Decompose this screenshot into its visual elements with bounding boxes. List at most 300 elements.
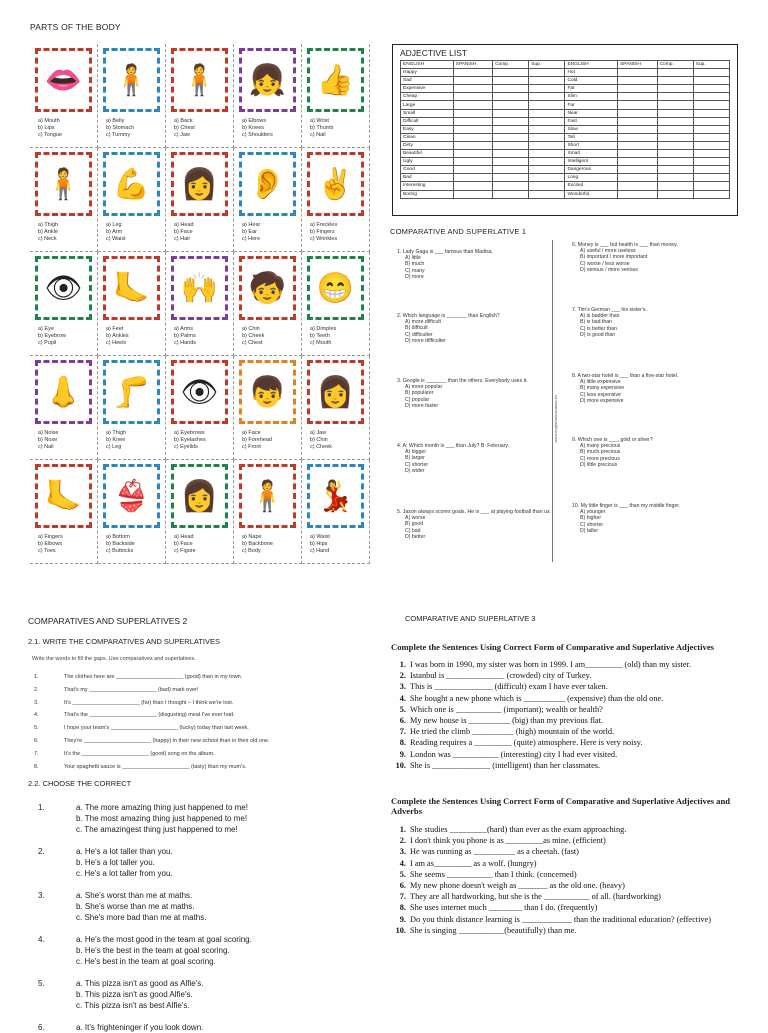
adjective-word: Beautiful: [401, 150, 454, 158]
answer-option[interactable]: C) more precious: [580, 455, 620, 462]
body-part-option: b) Ear: [242, 229, 257, 235]
choice-option[interactable]: c. He's best in the team at goal scoring.: [76, 957, 216, 966]
body-part-option: b) Knees: [242, 125, 265, 131]
body-part-picture: [239, 256, 296, 320]
body-part-icon: 💪: [112, 167, 151, 201]
answer-option[interactable]: A) useful / more useless: [580, 248, 636, 255]
quiz-question: [572, 503, 732, 534]
item-text: He was running as __________ as a cheetah. (fast): [410, 847, 579, 857]
adjective-word: Long: [565, 174, 618, 182]
item-text: Which one is ___________ (important); wealth or health?: [410, 704, 603, 714]
answer-cell: [453, 158, 492, 166]
body-part-icon: 👍: [316, 63, 355, 97]
body-part-option: a) Wrist: [310, 118, 329, 124]
item-text: She is ______________ (intelligent) than her classmates.: [410, 760, 601, 770]
adjective-table-header: Comp.: [657, 61, 693, 69]
body-part-options: [101, 222, 162, 243]
sentence-item: [388, 681, 763, 692]
answer-cell: [693, 109, 729, 117]
answer-option[interactable]: A) more popular: [405, 384, 443, 391]
answer-cell: [657, 133, 693, 141]
body-part-card: [302, 44, 370, 148]
answer-cell: [529, 190, 565, 198]
answer-cell: [693, 101, 729, 109]
answer-cell: [693, 117, 729, 125]
answer-option[interactable]: C) worse / less worse: [580, 260, 630, 267]
body-part-option: b) Lips: [38, 125, 55, 131]
body-parts-grid: [30, 44, 370, 564]
body-part-option: a) Chin: [242, 326, 260, 332]
body-part-picture: [307, 48, 364, 112]
body-part-option: c) Mouth: [310, 340, 332, 346]
body-part-picture: [103, 464, 160, 528]
item-text: My new phone doesn't weigh as _______ as the old one. (heavy): [410, 881, 625, 891]
answer-option[interactable]: A) many precious: [580, 443, 621, 450]
body-part-option: c) Neck: [38, 236, 57, 242]
choice-option[interactable]: b. He's the best in the team at goal scoring.: [76, 946, 230, 955]
answer-cell: [453, 93, 492, 101]
item-text: It's ______________________ (far) than I thought – I think we're lost.: [64, 699, 234, 706]
answer-option[interactable]: A) little: [405, 255, 421, 262]
item-number: 10.: [395, 925, 406, 935]
body-part-option: b) Eyebrow: [38, 333, 66, 339]
answer-option[interactable]: C) is better than: [580, 325, 617, 332]
question-number: 6.: [38, 1023, 45, 1032]
answer-cell: [618, 85, 657, 93]
adjective-table-row: [401, 166, 730, 174]
body-part-card: [166, 356, 234, 460]
body-part-option: c) Heels: [106, 340, 127, 346]
answer-option[interactable]: D) more: [405, 273, 424, 280]
adjective-table-header: Sup.: [529, 61, 565, 69]
body-part-option: b) Elbows: [38, 541, 63, 547]
body-part-option: a) Belly: [106, 118, 125, 124]
body-part-option: b) Palms: [174, 333, 196, 339]
adjective-word: Easy: [401, 125, 454, 133]
comp2-title: COMPARATIVES AND SUPERLATIVES 2: [28, 616, 188, 626]
body-part-option: c) Leg: [106, 444, 122, 450]
quiz-question: [397, 249, 557, 280]
body-part-picture: [171, 48, 228, 112]
body-part-picture: [171, 256, 228, 320]
answer-option[interactable]: A) more difficult: [405, 319, 441, 326]
body-part-option: a) Head: [174, 222, 194, 228]
answer-option[interactable]: C) less expensive: [580, 391, 621, 398]
answer-cell: [693, 141, 729, 149]
answer-cell: [618, 190, 657, 198]
answer-option[interactable]: C) difficulter: [405, 331, 433, 338]
choice-option[interactable]: a. It's frighteninger if you look down.: [76, 1023, 204, 1032]
body-part-picture: [307, 464, 364, 528]
item-text: She studies _________(hard) than ever as the exam approaching.: [410, 825, 627, 834]
body-part-option: c) Wrinkles: [310, 236, 338, 242]
item-number: 8.: [399, 738, 406, 748]
choice-option[interactable]: b. He's a lot taller you.: [76, 858, 155, 867]
adjective-table-header: SPANISH: [453, 61, 492, 69]
comp3-list-2: [388, 824, 748, 936]
body-part-picture: [103, 152, 160, 216]
body-part-option: c) Hands: [174, 340, 197, 346]
comp2-instructions: Write the words to fill the gaps. Use comparatives and superlatives.: [32, 656, 196, 662]
answer-cell: [618, 117, 657, 125]
item-text: It's the ______________________ (good) song on the album.: [64, 750, 215, 757]
answer-option[interactable]: A) younger: [580, 509, 606, 516]
answer-cell: [493, 158, 529, 166]
body-part-icon: 🦶: [112, 271, 151, 305]
answer-cell: [693, 150, 729, 158]
answer-option[interactable]: A) is badder than: [580, 313, 620, 320]
question-text: 9. Which one is ___, gold or silver?: [572, 437, 653, 443]
answer-option[interactable]: D) wider: [405, 467, 425, 474]
quiz-question: [397, 378, 557, 409]
parts-of-body-title: PARTS OF THE BODY: [30, 22, 121, 32]
item-number: 9.: [399, 749, 406, 759]
answer-option[interactable]: D) better: [405, 533, 426, 540]
answer-cell: [657, 182, 693, 190]
answer-option[interactable]: A) worse: [405, 515, 426, 522]
answer-cell: [693, 190, 729, 198]
choice-option[interactable]: c. The amazingest thing just happened to me!: [76, 825, 238, 834]
adjective-word: Slim: [565, 93, 618, 101]
adjective-table-row: [401, 182, 730, 190]
answer-cell: [693, 69, 729, 77]
answer-cell: [618, 125, 657, 133]
answer-cell: [493, 125, 529, 133]
body-part-card: [166, 44, 234, 148]
body-part-option: a) Hear: [242, 222, 261, 228]
body-part-option: c) Nail: [310, 132, 326, 138]
answer-cell: [618, 109, 657, 117]
answer-option[interactable]: C) shorter: [405, 461, 429, 468]
sentence-item: [388, 659, 763, 670]
question-number: 2.: [38, 847, 45, 856]
body-part-option: b) Nose: [38, 437, 58, 443]
answer-cell: [493, 69, 529, 77]
answer-option[interactable]: D) more expensive: [580, 397, 624, 404]
question-text: 2. Which language is _______ than English?: [397, 313, 500, 319]
adjective-word: Expensive: [401, 85, 454, 93]
choice-option[interactable]: a. This pizza isn't as good as Alfie's.: [76, 979, 204, 988]
choice-option[interactable]: b. She's worse than me at maths.: [76, 902, 195, 911]
answer-cell: [693, 93, 729, 101]
item-text: She bought a new phone which is __________ (expensive) than the old one.: [410, 693, 664, 703]
choice-option[interactable]: b. The most amazing thing just happened to me!: [76, 814, 248, 823]
body-part-picture: [307, 360, 364, 424]
body-part-picture: [35, 48, 92, 112]
choice-option[interactable]: c. He's a lot taller from you.: [76, 869, 173, 878]
answer-cell: [453, 190, 492, 198]
answer-cell: [693, 166, 729, 174]
quiz-question: [397, 509, 557, 540]
answer-cell: [693, 133, 729, 141]
choice-option[interactable]: a. She's worst than me at maths.: [76, 891, 193, 900]
answer-cell: [529, 150, 565, 158]
comp1-title: COMPARATIVE AND SUPERLATIVE 1: [390, 227, 527, 236]
body-part-option: c) Body: [242, 548, 261, 554]
body-part-option: c) Waist: [106, 236, 126, 242]
body-part-option: b) Cheek: [242, 333, 265, 339]
body-part-option: a) Nape: [242, 534, 262, 540]
answer-option[interactable]: D) more difficulter: [405, 337, 446, 344]
body-part-card: [234, 460, 302, 564]
adjective-table-row: [401, 174, 730, 182]
answer-option[interactable]: C) popular: [405, 396, 430, 403]
adjective-table-row: [401, 69, 730, 77]
answer-option[interactable]: D) taller: [580, 527, 599, 534]
adjective-word: Dirty: [401, 141, 454, 149]
item-text: I was born in 1990, my sister was born in 1999. I am_________ (old) than my sister.: [410, 660, 691, 669]
answer-option[interactable]: B) is bad than: [580, 319, 613, 326]
adjective-table-header: ENGLISH: [565, 61, 618, 69]
answer-cell: [529, 93, 565, 101]
body-part-option: b) Chin: [310, 437, 328, 443]
answer-option[interactable]: B) higher: [580, 515, 602, 522]
adjective-word: Small: [401, 109, 454, 117]
adjective-word: Fat: [565, 85, 618, 93]
answer-cell: [453, 150, 492, 158]
answer-cell: [493, 150, 529, 158]
adjective-word: Boring: [401, 190, 454, 198]
answer-option[interactable]: D) is good than: [580, 331, 616, 338]
adjective-table-header: Sup.: [693, 61, 729, 69]
choice-option[interactable]: b. This pizza isn't as good Alfie's.: [76, 990, 193, 999]
sentence-item: [388, 925, 748, 936]
answer-cell: [453, 101, 492, 109]
sentence-item: [388, 737, 763, 748]
sentence-item: [388, 914, 748, 925]
question-text: 6. Money is ___ but health is ___ than money.: [572, 242, 678, 248]
answer-option[interactable]: B) important / more important: [580, 254, 648, 261]
item-text: I am as_________ as a wolf. (hungry): [410, 858, 537, 868]
choice-option[interactable]: c. She's more bad than me at maths.: [76, 913, 207, 922]
item-number: 4.: [399, 693, 406, 703]
choice-option[interactable]: a. The more amazing thing just happened to me!: [76, 803, 248, 812]
question-text: 10. My little finger is ___ than my middle finger.: [572, 503, 681, 509]
choice-group: [0, 802, 380, 835]
answer-cell: [453, 125, 492, 133]
body-part-options: [101, 430, 162, 451]
answer-option[interactable]: D) more faster: [405, 402, 439, 409]
choice-group: [0, 1022, 380, 1033]
answer-cell: [693, 77, 729, 85]
body-part-card: [30, 44, 98, 148]
quiz-question: [572, 373, 732, 404]
answer-option[interactable]: B) good: [405, 521, 424, 528]
item-number: 5.: [399, 704, 406, 714]
sentence-item: [388, 824, 748, 835]
adjective-table-row: [401, 101, 730, 109]
answer-cell: [618, 77, 657, 85]
answer-cell: [493, 109, 529, 117]
sentence-item: [388, 880, 748, 891]
body-part-option: c) Figure: [174, 548, 196, 554]
question-text: 4. A: Which month is ___ than July? B: February.: [397, 443, 510, 449]
body-part-picture: [171, 152, 228, 216]
body-part-card: [30, 148, 98, 252]
body-part-option: c) Eyelids: [174, 444, 198, 450]
body-part-icon: 👧: [248, 63, 287, 97]
body-part-icon: 👦: [248, 375, 287, 409]
body-part-card: [98, 460, 166, 564]
sentence-item: [388, 891, 748, 902]
answer-option[interactable]: A) bigger: [405, 449, 427, 456]
adjective-word: Bad: [401, 174, 454, 182]
body-part-options: [101, 534, 162, 555]
answer-option[interactable]: B) many expensive: [580, 385, 625, 392]
answer-cell: [529, 166, 565, 174]
answer-option[interactable]: A) little expensive: [580, 379, 621, 386]
item-text: He tried the climb __________ (high) mountain of the world.: [410, 727, 615, 737]
answer-option[interactable]: C) bad: [405, 527, 421, 534]
sentence-item: [388, 858, 748, 869]
quiz-question: [572, 437, 732, 468]
sentence-item: [388, 760, 763, 771]
answer-cell: [657, 158, 693, 166]
adjective-word: Difficult: [401, 117, 454, 125]
answer-cell: [618, 133, 657, 141]
body-part-option: a) Jaw: [310, 430, 327, 436]
body-part-options: [305, 222, 366, 243]
sentence-item: [388, 693, 763, 704]
body-part-picture: [171, 360, 228, 424]
body-part-option: a) Bottom: [106, 534, 130, 540]
adjective-word: Excited: [565, 182, 618, 190]
answer-cell: [493, 182, 529, 190]
comp3-heading-1: Complete the Sentences Using Correct Form of Comparative and Superlative Adjectives: [391, 642, 715, 652]
item-text: Do you think distance learning is ____________ than the traditional education? (effective): [410, 914, 711, 924]
question-number: 1.: [38, 803, 45, 812]
quiz-question: [572, 307, 732, 338]
body-part-options: [305, 118, 366, 139]
body-part-option: b) Arm: [106, 229, 123, 235]
answer-option[interactable]: B) popularer: [405, 390, 434, 397]
body-part-option: c) Hand: [310, 548, 330, 554]
adjective-table-row: [401, 133, 730, 141]
choice-option[interactable]: a. He's a lot taller than you.: [76, 847, 173, 856]
choice-group: [0, 890, 380, 923]
body-part-picture: [239, 48, 296, 112]
comp3-list-1: [388, 659, 763, 771]
adjective-table-row: [401, 77, 730, 85]
adjective-table-header: ENGLISH: [401, 61, 454, 69]
item-number: 8.: [399, 903, 406, 913]
answer-cell: [657, 85, 693, 93]
answer-option[interactable]: C) shorter: [580, 521, 604, 528]
body-part-option: a) Noise: [38, 430, 59, 436]
answer-cell: [529, 69, 565, 77]
body-part-option: c) Cheek: [310, 444, 333, 450]
question-number: 3.: [38, 891, 45, 900]
answer-cell: [657, 109, 693, 117]
answer-cell: [693, 174, 729, 182]
question-number: 5.: [38, 979, 45, 988]
body-part-picture: [103, 360, 160, 424]
body-part-picture: [239, 152, 296, 216]
item-text: She uses internet much ________ than I do. (frequently): [410, 903, 598, 913]
adjective-table-row: [401, 109, 730, 117]
answer-option[interactable]: D) serious / more serious: [580, 266, 638, 273]
body-part-options: [169, 326, 230, 347]
answer-option[interactable]: D) little precious: [580, 461, 618, 468]
body-part-icon: 🧍: [248, 479, 287, 513]
adjective-table-row: [401, 85, 730, 93]
answer-cell: [453, 182, 492, 190]
body-part-option: a) Leg: [106, 222, 122, 228]
choice-option[interactable]: c. This pizza isn't as best Alfie's.: [76, 1001, 190, 1010]
body-part-picture: [35, 360, 92, 424]
body-part-icon: 👂: [248, 167, 287, 201]
body-part-option: c) Toes: [38, 548, 56, 554]
adjective-list-box: [392, 44, 738, 216]
adjective-word: Cheap: [401, 93, 454, 101]
adjective-word: Hot: [565, 69, 618, 77]
body-part-option: b) Face: [174, 541, 193, 547]
body-part-option: c) Front: [242, 444, 261, 450]
fill-gap-item: [34, 684, 270, 697]
adjective-word: Tall: [565, 133, 618, 141]
sentence-item: [388, 902, 748, 913]
choice-group: [0, 934, 380, 967]
body-part-option: c) Hair: [174, 236, 191, 242]
answer-cell: [493, 77, 529, 85]
choice-option[interactable]: a. He's the most good in the team at goal scoring.: [76, 935, 252, 944]
adjective-table-header: SPANISH: [618, 61, 657, 69]
item-number: 7.: [399, 727, 406, 737]
body-part-options: [169, 222, 230, 243]
body-part-option: a) Eye: [38, 326, 54, 332]
answer-option[interactable]: B) much precious: [580, 449, 621, 456]
adjective-word: Dangerous: [565, 166, 618, 174]
answer-cell: [693, 182, 729, 190]
body-part-picture: [35, 256, 92, 320]
answer-cell: [493, 190, 529, 198]
body-part-option: a) Thigh: [106, 430, 127, 436]
answer-option[interactable]: B) much: [405, 261, 425, 268]
answer-cell: [657, 101, 693, 109]
answer-cell: [453, 77, 492, 85]
body-part-picture: [35, 152, 92, 216]
answer-cell: [657, 77, 693, 85]
body-part-option: b) Hips: [310, 541, 328, 547]
adjective-table-row: [401, 150, 730, 158]
body-part-option: a) Head: [174, 534, 194, 540]
item-text: London was ___________ (interesting) city I had ever visited.: [410, 749, 618, 759]
answer-option[interactable]: B) larger: [405, 455, 425, 462]
answer-option[interactable]: C) many: [405, 267, 425, 274]
body-part-icon: 👩: [316, 375, 355, 409]
body-part-option: a) Dimples: [310, 326, 337, 332]
body-part-icon: 🦶: [44, 479, 83, 513]
adjective-word: Clean: [401, 133, 454, 141]
body-part-option: a) Elbows: [242, 118, 267, 124]
body-part-options: [169, 430, 230, 451]
body-part-option: c) Tongue: [38, 132, 63, 138]
item-number: 6.: [34, 737, 39, 744]
fill-gap-item: [34, 697, 270, 710]
adjective-word: Interesting: [401, 182, 454, 190]
body-part-card: [30, 252, 98, 356]
item-text: My new house is __________ (big) than my previous flat.: [410, 716, 604, 726]
sentence-item: [388, 869, 748, 880]
comp3-heading-2: Complete the Sentences Using Correct Form of Comparative and Superlative Adjectives and Adverbs: [391, 796, 731, 816]
adjective-word: Happy: [401, 69, 454, 77]
body-part-options: [101, 118, 162, 139]
body-part-icon: 🙌: [180, 271, 219, 305]
answer-option[interactable]: B) difficult: [405, 325, 428, 332]
item-number: 4.: [34, 712, 39, 719]
item-number: 6.: [399, 881, 406, 891]
item-text: I don't think you phone is as _________as mine. (efficient): [410, 836, 606, 846]
